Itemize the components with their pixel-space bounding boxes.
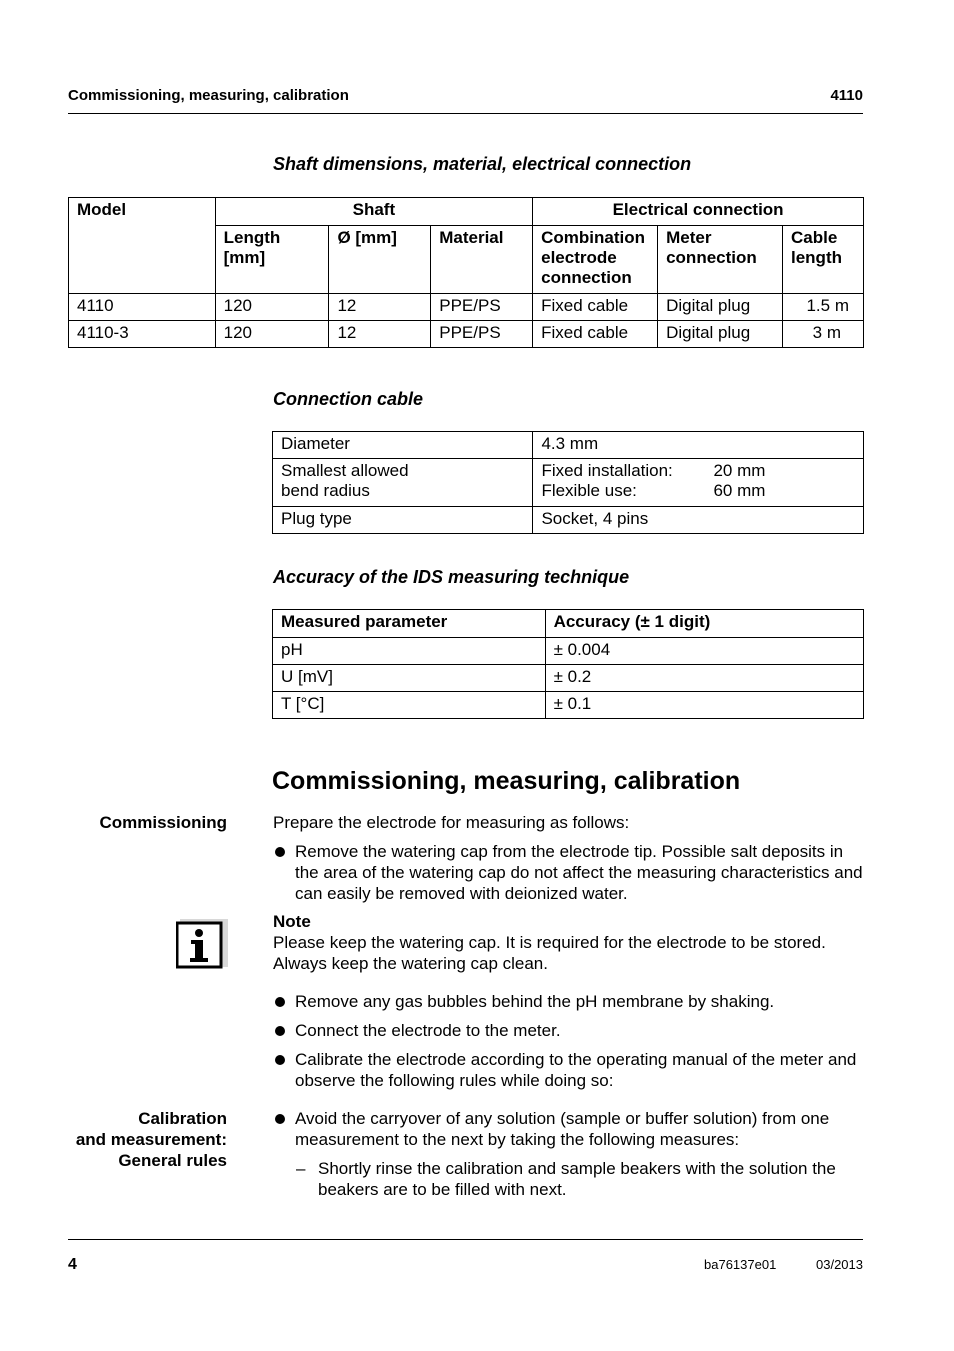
accuracy-table: [272, 609, 864, 719]
cell-diameter-label: Diameter: [273, 432, 533, 459]
page-number: 4: [68, 1256, 77, 1273]
th-model: Model: [69, 198, 216, 294]
th-electrical: Electrical connection: [533, 198, 864, 226]
cell-diameter: 12: [329, 294, 431, 321]
cell-diameter-value: 4.3 mm: [533, 432, 864, 459]
cell-length: 120: [215, 294, 329, 321]
bullet-text: Connect the electrode to the meter.: [295, 1021, 561, 1040]
dash-text: Shortly rinse the calibration and sample beakers with the solution the beakers are to be filled with next.: [318, 1159, 836, 1199]
cell-plug-value: Socket, 4 pins: [533, 507, 864, 534]
running-header-title: Commissioning, measuring, calibration: [68, 87, 349, 104]
info-icon: [176, 919, 226, 969]
bullet-dot: [275, 997, 285, 1007]
shaft-table: [68, 197, 864, 348]
table-row: [273, 638, 864, 665]
table-row: [69, 294, 864, 321]
cell-accuracy: ± 0.2: [545, 665, 863, 692]
header-rule: [68, 113, 863, 114]
th-shaft: Shaft: [215, 198, 533, 226]
fixed-installation-value: 20 mm: [713, 461, 766, 480]
table-row: [273, 507, 864, 534]
cell-combination: Fixed cable: [533, 294, 658, 321]
list-item: [296, 1158, 863, 1200]
fixed-installation-label: Fixed installation:: [541, 461, 673, 480]
bullet-text: Avoid the carryover of any solution (sample or buffer solution) from one measurement to the next by taking the following measures:: [295, 1109, 830, 1149]
cell-material: PPE/PS: [431, 321, 533, 348]
list-item: [273, 1049, 863, 1091]
list-item: [273, 1108, 863, 1150]
flexible-use-label: Flexible use:: [541, 481, 637, 500]
section-title: Commissioning, measuring, calibration: [272, 767, 741, 795]
table1-caption: Shaft dimensions, material, electrical connection: [273, 154, 692, 174]
list-item: [273, 991, 863, 1012]
side-label-calibration: [27, 1108, 227, 1171]
cell-accuracy: ± 0.1: [545, 692, 863, 719]
th-accuracy: Accuracy (± 1 digit): [545, 610, 863, 638]
note-text: Please keep the watering cap. It is required for the electrode to be stored. Always keep the watering cap clean.: [273, 933, 826, 973]
bullet-dot: [275, 1026, 285, 1036]
bullet-text: Remove the watering cap from the electrode tip. Possible salt deposits in the area of the watering cap do not affect the measuring characteristics and can easily be removed with deionized water.: [295, 842, 863, 903]
doc-number: ba76137e01: [704, 1257, 777, 1272]
cell-meter: Digital plug: [658, 294, 783, 321]
side-label-line3: General rules: [118, 1151, 227, 1170]
cable-table: [272, 431, 864, 534]
bullet-text: Calibrate the electrode according to the operating manual of the meter and observe the following rules while doing so:: [295, 1050, 857, 1090]
doc-date: 03/2013: [816, 1257, 863, 1272]
running-header-model: 4110: [830, 87, 863, 104]
table3-caption: Accuracy of the IDS measuring technique: [273, 567, 630, 587]
side-label-commissioning: Commissioning: [99, 813, 227, 832]
th-combination: Combination electrode connection: [533, 226, 658, 294]
table-row: [69, 321, 864, 348]
side-label-line1: Calibration: [138, 1109, 227, 1128]
cell-param: U [mV]: [273, 665, 546, 692]
table-row: [273, 432, 864, 459]
bullet-text: Remove any gas bubbles behind the pH membrane by shaking.: [295, 992, 775, 1011]
bullet-dot: [275, 1055, 285, 1065]
cell-meter: Digital plug: [658, 321, 783, 348]
th-meter: Meter connection: [658, 226, 783, 294]
side-label-line2: and measurement:: [75, 1130, 227, 1149]
th-length: Length [mm]: [215, 226, 329, 294]
cell-accuracy: ± 0.004: [545, 638, 863, 665]
cell-param: pH: [273, 638, 546, 665]
bend-label-line2: bend radius: [281, 481, 370, 500]
list-item: [273, 841, 863, 904]
cell-length: 120: [215, 321, 329, 348]
cell-combination: Fixed cable: [533, 321, 658, 348]
cell-cable: 1.5 m: [783, 294, 864, 321]
cell-diameter: 12: [329, 321, 431, 348]
note-title: Note: [273, 912, 311, 931]
footer-rule: [68, 1239, 863, 1240]
cell-model: 4110: [69, 294, 216, 321]
dash-mark: –: [296, 1159, 306, 1178]
cell-plug-label: Plug type: [273, 507, 533, 534]
cell-bend-label: [273, 459, 533, 507]
th-diameter: Ø [mm]: [329, 226, 431, 294]
cell-param: T [°C]: [273, 692, 546, 719]
cell-material: PPE/PS: [431, 294, 533, 321]
table-row: [273, 665, 864, 692]
cell-cable: 3 m: [783, 321, 864, 348]
th-param: Measured parameter: [273, 610, 546, 638]
table2-caption: Connection cable: [273, 389, 424, 409]
table-row: [273, 692, 864, 719]
bend-label-line1: Smallest allowed: [281, 461, 409, 480]
flexible-use-value: 60 mm: [713, 481, 766, 500]
th-material: Material: [431, 226, 533, 294]
cell-bend-value: [533, 459, 864, 507]
intro-text: Prepare the electrode for measuring as follows:: [273, 813, 630, 832]
cell-model: 4110-3: [69, 321, 216, 348]
bullet-dot: [275, 847, 285, 857]
list-item: [273, 1020, 863, 1041]
table-row: [273, 459, 864, 507]
th-cable: Cable length: [783, 226, 864, 294]
bullet-dot: [275, 1114, 285, 1124]
